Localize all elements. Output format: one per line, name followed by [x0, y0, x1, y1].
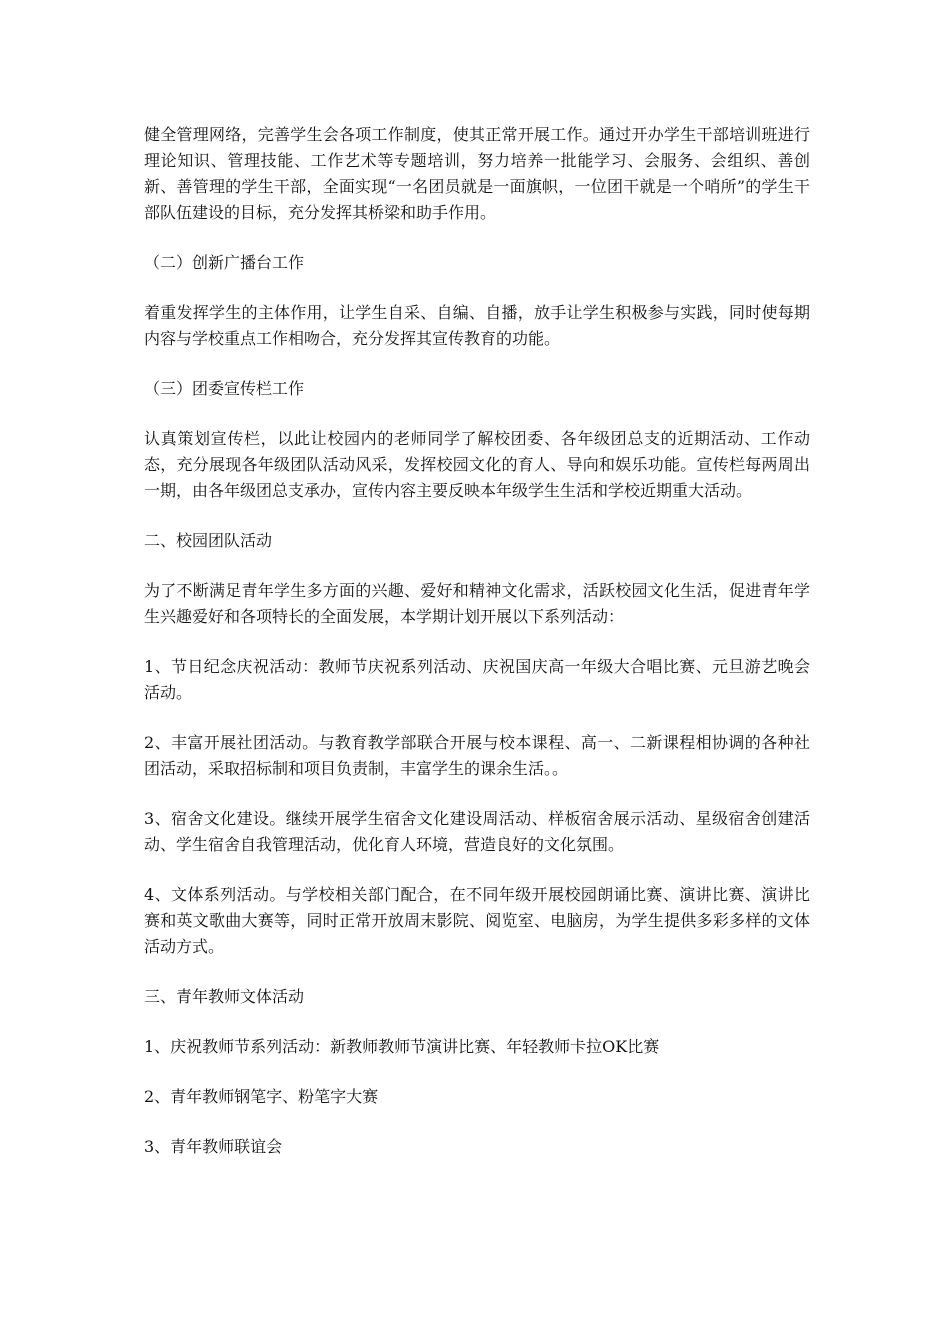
paragraph-management-network: 健全管理网络，完善学生会各项工作制度，使其正常开展工作。通过开办学生干部培训班进行理论知识、管理技能、工作艺术等专题培训，努力培养一批能学习、会服务、会组织、善创新、善管理的学生干部，全面实现“一名团员就是一面旗帜，一位团干就是一个哨所”的学生干部队伍建设的目标，充分发挥其桥梁和助手作用。 [144, 125, 810, 222]
list-item-dormitory-culture: 3、宿舍文化建设。继续开展学生宿舍文化建设周活动、样板宿舍展示活动、星级宿舍创建活动、学生宿舍自我管理活动，优化育人环境，营造良好的文化氛围。 [144, 809, 810, 854]
document-body [144, 122, 810, 1184]
heading-broadcast-station: （二）创新广播台工作 [144, 253, 305, 272]
list-item-club-activities: 2、丰富开展社团活动。与教育教学部联合开展与校本课程、高一、二新课程相协调的各种社团活动，采取招标制和项目负责制，丰富学生的课余生活。。 [144, 733, 810, 778]
list-item-holiday-celebrations: 1、节日纪念庆祝活动：教师节庆祝系列活动、庆祝国庆高一年级大合唱比赛、元旦游艺晚会活动。 [144, 657, 810, 702]
list-item-teachers-day: 1、庆祝教师节系列活动：新教师教师节演讲比赛、年轻教师卡拉OK比赛 [144, 1037, 660, 1056]
list-item-cultural-sports: 4、文体系列活动。与学校相关部门配合，在不同年级开展校园朗诵比赛、演讲比赛、演讲比赛和英文歌曲大赛等，同时正常开放周末影院、阅览室、电脑房，为学生提供多彩多样的文体活动方式。 [144, 885, 810, 956]
list-item-teacher-social: 3、青年教师联谊会 [144, 1137, 283, 1156]
paragraph-bulletin-board: 认真策划宣传栏，以此让校园内的老师同学了解校团委、各年级团总支的近期活动、工作动态，充分展现各年级团队活动风采，发挥校园文化的育人、导向和娱乐功能。宣传栏每两周出一期，由各年级团总支承办，宣传内容主要反映本年级学生生活和学校近期重大活动。 [144, 429, 810, 500]
paragraph-campus-activities-intro: 为了不断满足青年学生多方面的兴趣、爱好和精神文化需求，活跃校园文化生活，促进青年学生兴趣爱好和各项特长的全面发展，本学期计划开展以下系列活动： [144, 581, 810, 626]
heading-bulletin-board: （三）团委宣传栏工作 [144, 379, 305, 398]
heading-campus-activities: 二、校园团队活动 [144, 531, 273, 550]
heading-young-teachers: 三、青年教师文体活动 [144, 987, 305, 1006]
paragraph-broadcast-station: 着重发挥学生的主体作用，让学生自采、自编、自播，放手让学生积极参与实践，同时使每期内容与学校重点工作相吻合，充分发挥其宣传教育的功能。 [144, 303, 810, 348]
list-item-calligraphy-contest: 2、青年教师钢笔字、粉笔字大赛 [144, 1087, 379, 1106]
